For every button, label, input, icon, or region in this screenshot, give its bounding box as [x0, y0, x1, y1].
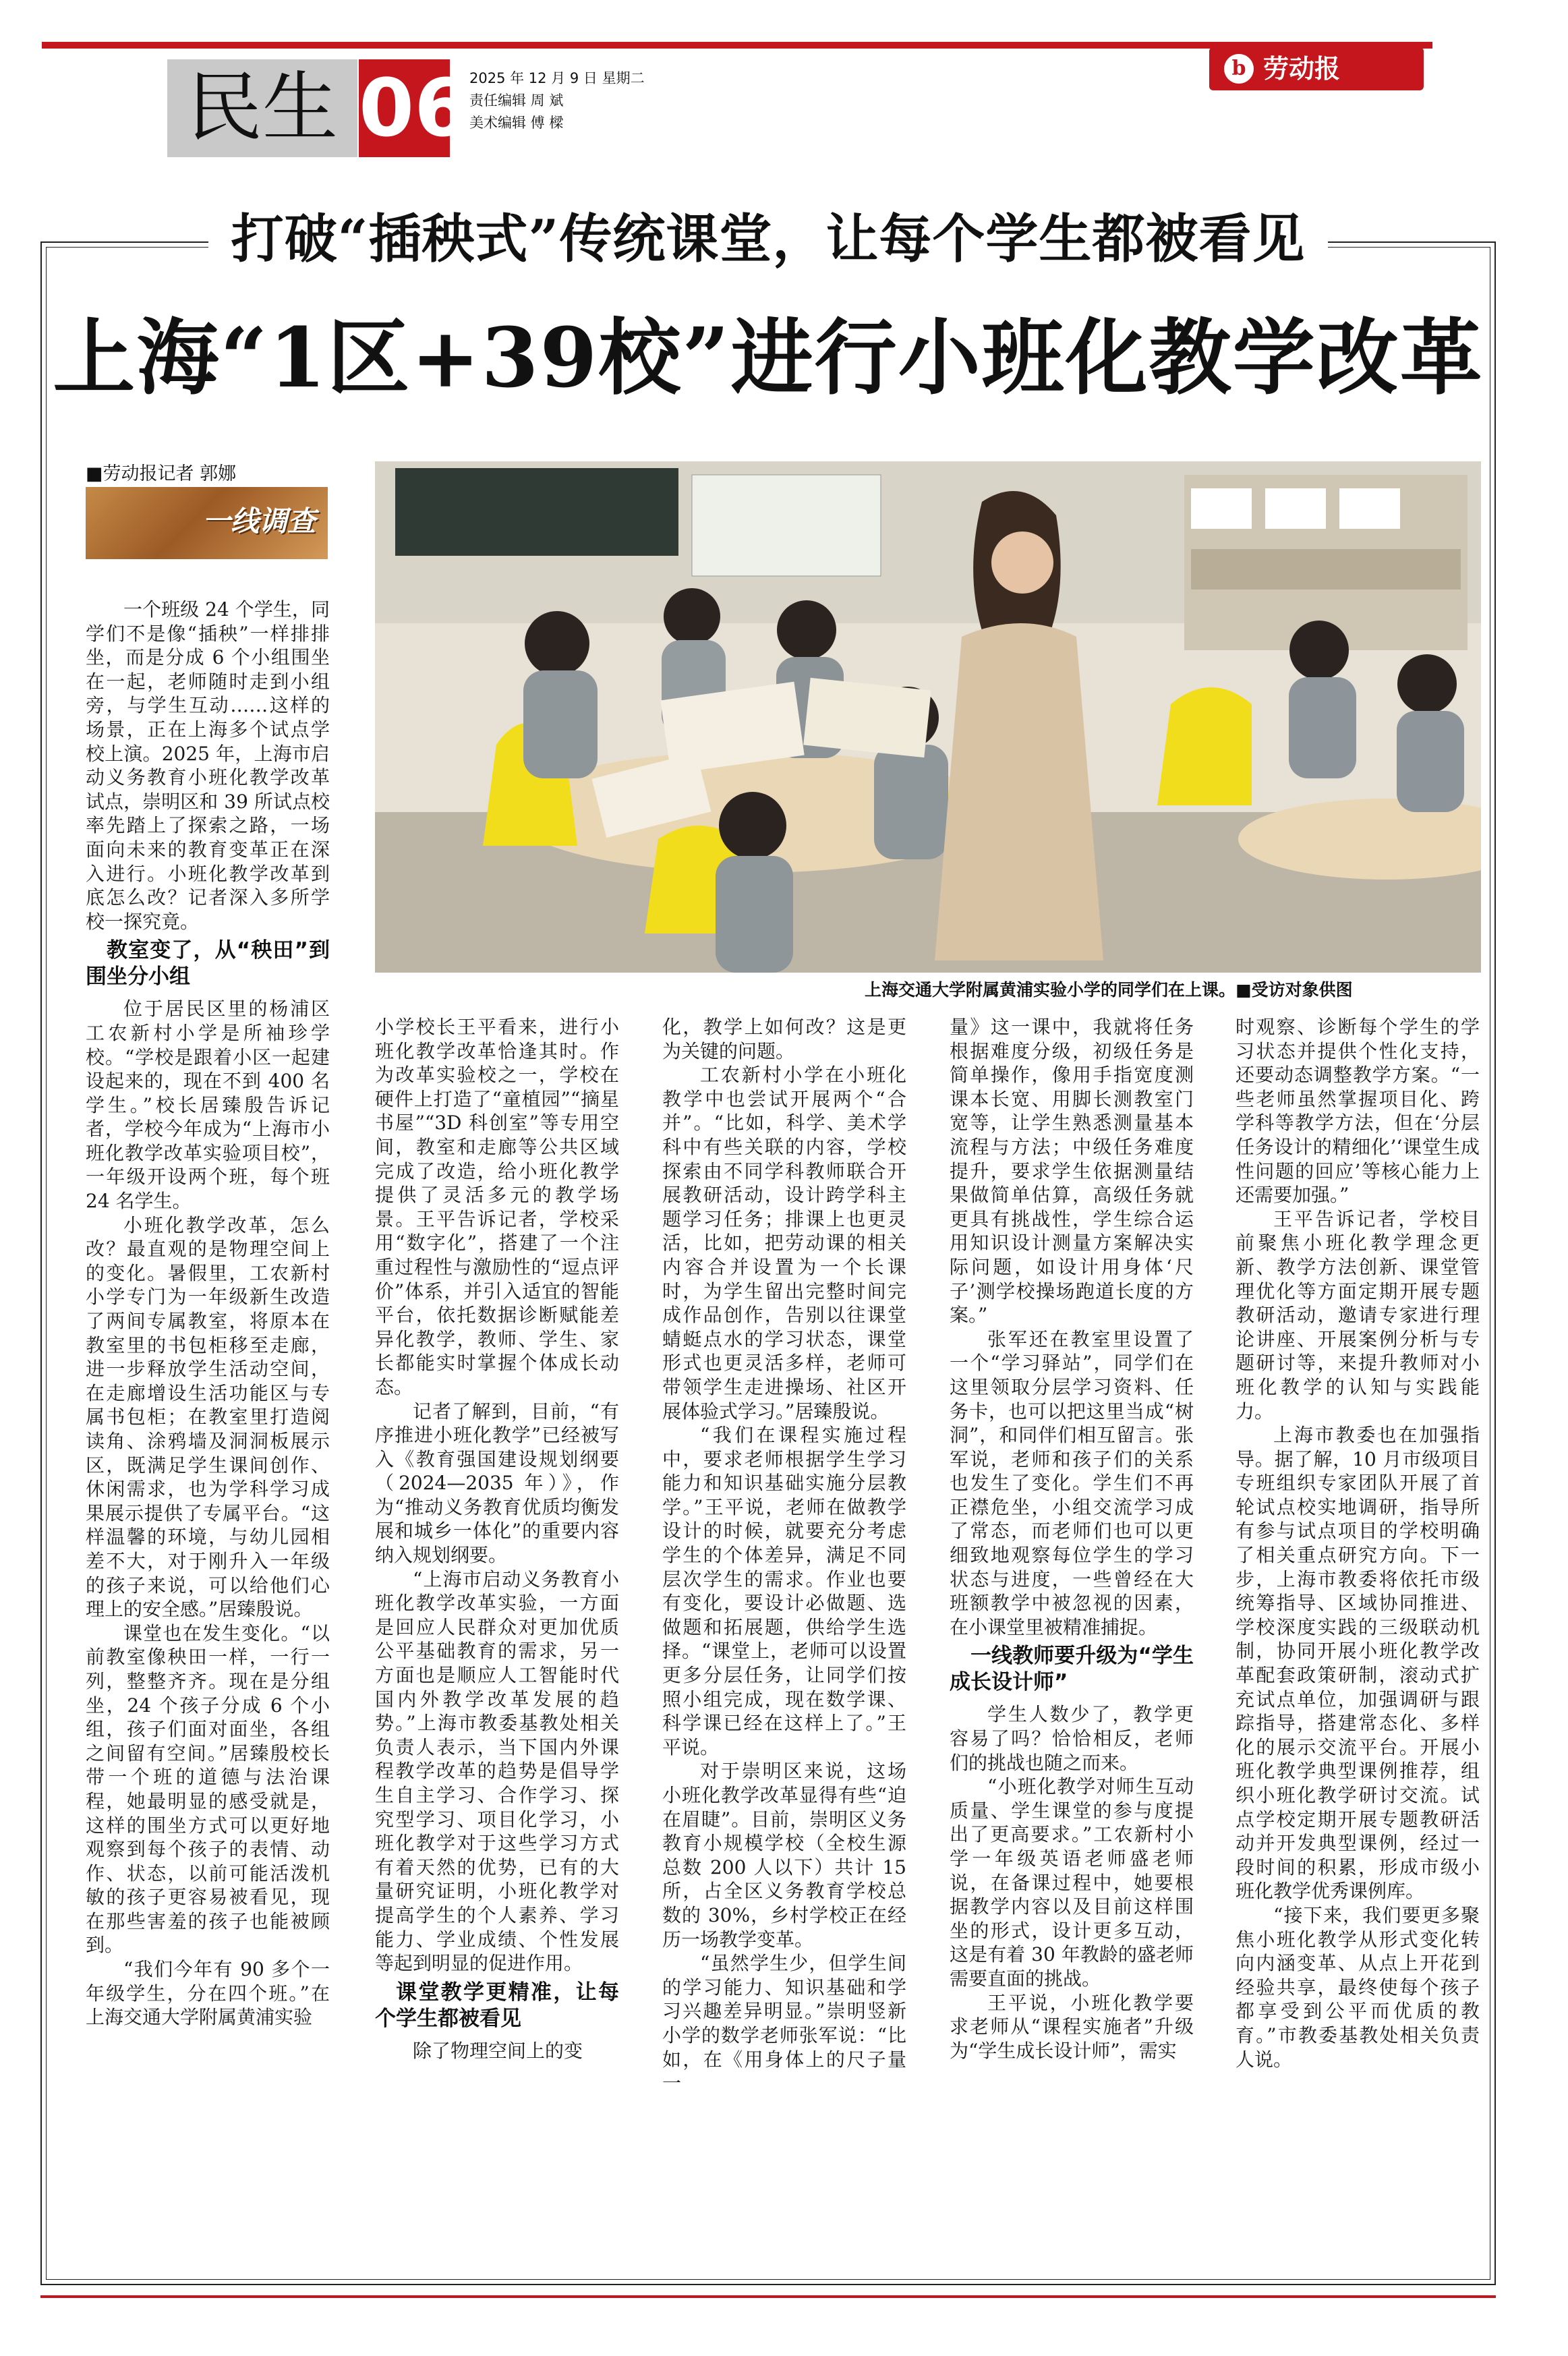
paragraph: “小班化教学对师生互动质量、学生课堂的参与度提出了更高要求。”工农新村小学一年级英语老师盛老师说，在备课过程中，她要根据教学内容以及目前这样围坐的形式，设计更多互动，这是有着 30 年教龄的盛老师需要直面的挑战。 — [950, 1775, 1194, 1990]
paragraph: 位于居民区里的杨浦区工农新村小学是所袖珍学校。“学校是跟着小区一起建设起来的，现在不到 400 名学生。”校长居臻殷告诉记者，学校今年成为“上海市小班化教学改革实验项目校”，一年级开设两个班，每个班 24 名学生。 — [86, 998, 330, 1213]
classroom-illustration — [375, 461, 1481, 973]
paragraph: “我们今年有 90 多个一年级学生，分在四个班。”在上海交通大学附属黄浦实验 — [86, 1958, 330, 2029]
wall-poster — [692, 475, 881, 576]
paragraph: 时观察、诊断每个学生的学习状态并提供个性化支持，还要动态调整教学方案。“一些老师虽然掌握项目化、跨学科等教学方法，但在‘分层任务设计的精细化’‘课堂生成性问题的回应’等核心能力上还需要加强。” — [1236, 1016, 1480, 1207]
paragraph: 化，教学上如何改？这是更为关键的问题。 — [662, 1016, 906, 1062]
subheading: 教室变了，从“秧田”到围坐分小组 — [86, 938, 330, 989]
paragraph: 小学校长王平看来，进行小班化教学改革恰逢其时。作为改革实验校之一，学校在硬件上打造了“童植园”“摘星书屋”“3D 科创室”等专用空间，教室和走廊等公共区域完成了改造，给小班化教学提供了灵活多元的教学场景。王平告诉记者，学校采用“数字化”，搭建了一个注重过程性与激励性的“逗点评价”体系，并引入适宜的智能平台，依托数据诊断赋能差异化教学，教师、学生、家长都能实时掌握个体成长动态。 — [375, 1016, 619, 1398]
issue-date: 2025 年 12 月 9 日 星期二 — [469, 70, 645, 86]
article-column-3 — [662, 1015, 906, 2096]
paragraph: 除了物理空间上的变 — [413, 2039, 583, 2062]
lead-paragraph: 一个班级 24 个学生，同学们不是像“插秧”一样排排坐，而是分成 6 个小组围坐在一起，老师随时走到小组旁，与学生互动……这样的场景，正在上海多个试点学校上演。2025 年，上海市启动义务教育小班化教学改革试点，崇明区和 39 所试点校率先踏上了探索之路，一场面向未来的教育变革正在深入进行。小班化教学改革到底怎么改？记者深入多所学校一探究竟。 — [86, 598, 330, 933]
article-column-4 — [950, 1015, 1194, 2063]
photo-caption: 上海交通大学附属黄浦实验小学的同学们在上课。■受访对象供图 — [865, 980, 1353, 1000]
footer-rule — [40, 2295, 1496, 2298]
paragraph: “我们在课程实施过程中，要求老师根据学生学习能力和知识基础实施分层教学。”王平说，老师在做教学设计的时候，就要充分考虑学生的个体差异，满足不同层次学生的需求。作业也要有变化，要设计必做题、选做题和拓展题，供给学生选择。“课堂上，老师可以设置更多分层任务，让同学们按照小组完成，现在数学课、科学课已经在这样上了。”王平说。 — [662, 1424, 906, 1758]
subheading: 一线教师要升级为“学生成长设计师” — [950, 1644, 1194, 1695]
section-label: 民生 — [167, 59, 357, 157]
issue-meta — [469, 67, 645, 134]
paragraph: 对于崇明区来说，这场小班化教学改革显得有些“迫在眉睫”。目前，崇明区义务教育小规模学校（全校生源总数 200 人以下）共计 15 所，占全区义务教育学校总数的 30%，乡村学校正在经历一场教学变革。 — [662, 1760, 906, 1951]
paragraph: “接下来，我们要更多聚焦小班化教学从形式变化转向内涵变革、从点上开花到经验共享，最终使每个孩子都享受到公平而优质的教育。”市教委基教处相关负责人说。 — [1236, 1903, 1480, 2071]
kicker-wrap — [40, 196, 1496, 283]
article-headline: 上海“1区+39校”进行小班化教学改革 — [53, 309, 1484, 406]
page-number: 06 — [359, 59, 450, 157]
article-column-5 — [1236, 1015, 1480, 2071]
article-column-1 — [86, 598, 330, 2030]
paragraph: “虽然学生少，但学生间的学习能力、知识基础和学习兴趣差异明显。”崇明竖新小学的数学老师张军说：“比如，在《用身体上的尺子量一 — [662, 1952, 906, 2095]
subheading: 课堂教学更精准，让每个学生都被看见 — [375, 1980, 619, 2031]
paragraph: 记者了解到，目前，“有序推进小班化教学”已经被写入《教育强国建设规划纲要（2024—2035 年）》，作为“推动义务教育优质均衡发展和城乡一体化”的重要内容纳入规划纲要。 — [375, 1400, 619, 1567]
paragraph: 工农新村小学在小班化教学中也尝试开展两个“合并”。“比如，科学、美术学科中有些关联的内容，学校探索由不同学科教师联合开展教研活动，设计跨学科主题学习任务；排课上也更灵活，比如，把劳动课的相关内容合并设置为一个长课时，为学生留出完整时间完成作品创作，告别以往课堂蜻蜓点水的学习状态，课堂形式也更灵活多样，老师可带领学生走进操场、社区开展体验式学习。”居臻殷说。 — [662, 1064, 906, 1423]
column-badge — [86, 487, 328, 559]
paragraph: 小班化教学改革，怎么改？最直观的是物理空间上的变化。暑假里，工农新村小学专门为一年级新生改造了两间专属教室，将原本在教室里的书包柜移至走廊，进一步释放学生活动空间，在走廊增设生活功能区与专属书包柜；在教室里打造阅读角、涂鸦墙及洞洞板展示区，既满足学生课间创作、休闲需求，也为学科学习成果展示提供了专属平台。“这样温馨的环境，与幼儿园相差不大，对于刚升入一年级的孩子来说，可以给他们心理上的安全感。”居臻殷说。 — [86, 1213, 330, 1621]
logo-text: 劳动报 — [1263, 53, 1341, 84]
article-column-2 — [375, 1015, 619, 2063]
paragraph: “上海市启动义务教育小班化教学改革实验，一方面是回应人民群众对更加优质公平基础教育的需求，另一方面也是顺应人工智能时代国内外教学改革发展的趋势。”上海市教委基教处相关负责人表示，当下国内外课程教学改革的趋势是倡导学生自主学习、合作学习、探究型学习、项目化学习，小班化教学对于这些学习方式有着天然的优势，已有的大量研究证明，小班化教学对提高学生的个人素养、学习能力、学业成绩、个性发展等起到明显的促进作用。 — [375, 1568, 619, 1975]
art-editor-line: 美术编辑 傅 樑 — [469, 115, 564, 131]
editor-line: 责任编辑 周 斌 — [469, 92, 564, 109]
paragraph: 课堂也在发生变化。“以前教室像秧田一样，一行一列，整整齐齐。现在是分组坐，24 个孩子分成 6 个小组，孩子们面对面坐，各组之间留有空间。”居臻殷校长带一个班的道德与法治课程，她最明显的感受就是，这样的围坐方式可以更好地观察到每个孩子的表情、动作、状态，以前可能活泼机敏的孩子更容易被看见，现在那些害羞的孩子也能被顾到。 — [86, 1621, 330, 1957]
article-kicker: 打破“插秧式”传统课堂，让每个学生都被看见 — [208, 196, 1329, 283]
paragraph: 学生人数少了，教学更容易了吗？恰恰相反，老师们的挑战也随之而来。 — [950, 1703, 1194, 1774]
classroom-photo[interactable] — [375, 461, 1481, 973]
column-badge-label: 一线调查 — [202, 505, 316, 538]
paragraph: 王平说，小班化教学要求老师从“课程实施者”升级为“学生成长设计师”，需实 — [950, 1991, 1194, 2062]
paragraph: 张军还在教室里设置了一个“学习驿站”，同学们在这里领取分层学习资料、任务卡，也可以把这里当成“树洞”，和同伴们相互留言。张军说，老师和孩子们的关系也发生了变化。学生们不再正襟危坐，小组交流学习成了常态，而老师们也可以更细致地观察每位学生的学习状态与进度，一些曾经在大班额教学中被忽视的因素，在小课堂里被精准捕捉。 — [950, 1327, 1194, 1638]
logo-icon: b — [1224, 54, 1254, 84]
paragraph: 王平告诉记者，学校目前聚焦小班化教学理念更新、教学方法创新、课堂管理优化等方面定期开展专题教研活动，邀请专家进行理论讲座、开展案例分析与专题研讨等，来提升教师对小班化教学的认知与实践能力。 — [1236, 1207, 1480, 1423]
byline: ■劳动报记者 郭娜 — [86, 463, 237, 484]
blackboard — [395, 468, 678, 556]
paragraph: 上海市教委也在加强指导。据了解，10 月市级项目专班组织专家团队开展了首轮试点校实地调研，指导所有参与试点项目的学校明确了相关重点研究方向。下一步，上海市教委将依托市级统筹指导、区域协同推进、学校深度实践的三级联动机制，协同开展小班化教学改革配套政策研制，滚动式扩充试点单位，加强调研与跟踪指导，搭建常态化、多样化的展示交流平台。开展小班化教学典型课例推荐，组织小班化教学研讨交流。试点学校定期开展专题教研活动并开发典型课例，经过一段时间的积累，形成市级小班化教学优秀课例库。 — [1236, 1424, 1480, 1903]
paragraph: 量》这一课中，我就将任务根据难度分级，初级任务是简单操作，像用手指宽度测课本长宽、用脚长测教室门宽等，让学生熟悉测量基本流程与方法；中级任务难度提升，要求学生依据测量结果做简单估算，高级任务就更具有挑战性，学生综合运用知识设计测量方案解决实际问题，如设计用身体‘尺子’测学校操场跑道长度的方案。” — [950, 1016, 1194, 1327]
newspaper-logo[interactable] — [1209, 47, 1424, 90]
